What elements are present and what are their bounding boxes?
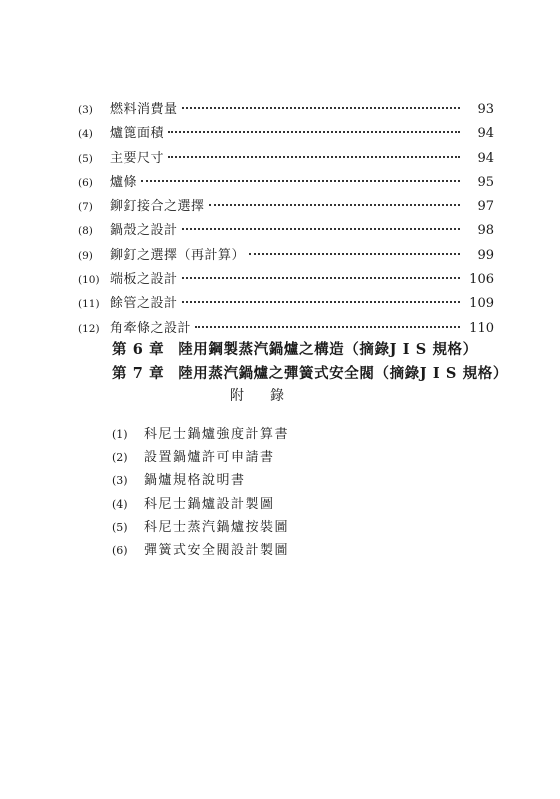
toc-entry-number: (4): [78, 128, 93, 141]
toc-entry-title: 端板之設計: [110, 272, 178, 288]
toc-entry-page: 106: [469, 272, 494, 288]
toc-entry-page: 109: [469, 296, 494, 312]
toc-entry-number: (7): [78, 201, 93, 214]
appendix-item: [112, 469, 412, 492]
appendix-item-number: (3): [112, 474, 128, 488]
appendix-item-number: (5): [112, 520, 128, 534]
toc-entry-page: 99: [477, 247, 494, 263]
toc-entry-page: 97: [477, 199, 494, 215]
appendix-item-title: 彈簧式安全閥設計製圖: [144, 542, 290, 558]
toc-dot-leader: [209, 203, 460, 206]
appendix-item: [112, 516, 412, 539]
appendix-item-number: (2): [112, 451, 128, 465]
toc-dot-leader: [141, 179, 460, 182]
toc-entry-title: 鉚釘接合之選擇: [110, 199, 205, 215]
toc-dot-leader: [182, 106, 460, 109]
toc-entry-title: 爐篦面積: [110, 126, 165, 142]
appendix-item: [112, 539, 412, 562]
toc-entry-title: 鉚釘之選擇（再計算）: [110, 247, 246, 263]
toc-dot-leader: [168, 155, 460, 158]
toc-entry-number: (6): [78, 176, 93, 189]
appendix-item-number: (6): [112, 543, 128, 557]
appendix-list: [112, 423, 412, 562]
toc-entry: [78, 195, 494, 219]
toc-entry-title: 餘管之設計: [110, 296, 178, 312]
toc-dot-leader: [182, 227, 460, 230]
toc-entry: [78, 171, 494, 195]
toc-entry-number: (11): [78, 298, 100, 311]
toc-entry-page: 94: [477, 150, 494, 166]
toc-dot-leader: [249, 252, 460, 255]
toc-entry-number: (12): [78, 322, 100, 335]
toc-entry-number: (3): [78, 104, 93, 116]
toc-entry-page: 98: [477, 223, 494, 239]
toc-entry: [78, 244, 494, 268]
toc-entry: [78, 268, 494, 292]
toc-entry-page: 95: [477, 174, 494, 190]
appendix-item-title: 科尼士蒸汽鍋爐按裝圖: [144, 519, 290, 535]
appendix-item-title: 設置鍋爐許可申請書: [144, 450, 275, 466]
toc-entry: [78, 147, 494, 171]
chapter-6-heading: [112, 338, 478, 359]
appendix-item: [112, 423, 412, 446]
table-of-contents: [78, 98, 494, 341]
chapter-label: 第 7 章: [112, 365, 165, 382]
chapter-title: 陸用鋼製蒸汽鍋爐之構造（摘錄J I S 規格）: [178, 341, 478, 358]
toc-entry-title: 角牽條之設計: [110, 320, 192, 336]
appendix-item-title: 科尼士鍋爐設計製圖: [144, 496, 275, 512]
appendix-item: [112, 493, 412, 516]
appendix-item-number: (1): [112, 428, 128, 441]
toc-dot-leader: [182, 300, 460, 303]
toc-entry: [78, 98, 494, 122]
appendix-item-title: 鍋爐規格說明書: [144, 473, 246, 489]
toc-entry-title: 爐條: [110, 174, 138, 190]
appendix-heading: 附錄: [230, 388, 310, 404]
appendix-item-title: 科尼士鍋爐強度計算書: [144, 427, 290, 442]
toc-entry: [78, 292, 494, 316]
toc-entry-page: 94: [477, 126, 494, 142]
appendix-item-number: (4): [112, 497, 128, 511]
toc-dot-leader: [195, 325, 460, 328]
chapter-title: 陸用蒸汽鍋爐之彈簧式安全閥（摘錄J I S 規格）: [178, 365, 508, 382]
toc-entry-title: 主要尺寸: [110, 150, 165, 166]
toc-dot-leader: [182, 276, 460, 279]
appendix-item: [112, 446, 412, 469]
toc-entry-number: (8): [78, 225, 93, 238]
toc-entry-page: 93: [477, 102, 494, 117]
chapter-7-heading: [112, 362, 508, 383]
toc-entry-page: 110: [469, 320, 494, 336]
toc-entry: [78, 122, 494, 146]
toc-dot-leader: [168, 130, 460, 133]
toc-entry-number: (10): [78, 274, 100, 287]
toc-entry: [78, 219, 494, 243]
toc-entry-number: (5): [78, 152, 93, 165]
chapter-label: 第 6 章: [112, 341, 165, 358]
toc-entry-title: 燃料消費量: [110, 102, 178, 117]
toc-entry-title: 鍋殼之設計: [110, 223, 178, 239]
toc-entry-number: (9): [78, 249, 93, 262]
